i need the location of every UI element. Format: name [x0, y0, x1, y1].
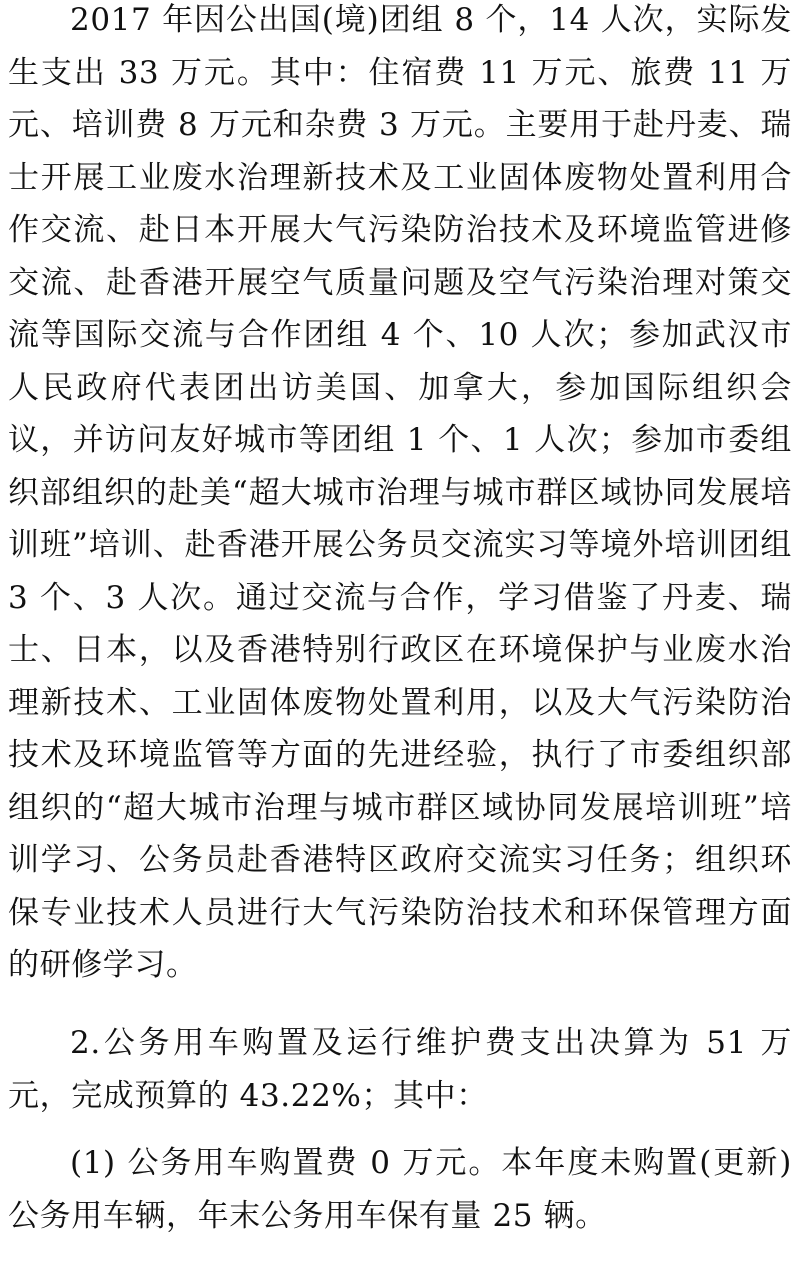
- paragraph-vehicle-expense-summary: 2.公务用车购置及运行维护费支出决算为 51 万元，完成预算的 43.22%；其中：: [8, 1025, 792, 1114]
- paragraph-overseas-visits: 2017 年因公出国(境)团组 8 个，14 人次，实际发生支出 33 万元。其中：住宿费 11 万元、旅费 11 万元、培训费 8 万元和杂费 3 万元。主要用于赴丹麦、瑞士开展工业废水治理新技术及工业固体废物处置利用合作交流、赴日本开展大气污染防治技术及环境监管进修交流、赴香港开展空气质量问题及空气污染治理对策交流等国际交流与合作团组 4 个、10 人次；参加武汉市人民政府代表团出访美国、加拿大，参加国际组织会议，并访问友好城市等团组 1 个、1 人次；参加市委组织部组织的赴美“超大城市治理与城市群区域协同发展培训班”培训、赴香港开展公务员交流实习等境外培训团组 3 个、3 人次。通过交流与合作，学习借鉴了丹麦、瑞士、日本，以及香港特别行政区在环境保护与业废水治理新技术、工业固体废物处置利用，以及大气污染防治技术及环境监管等方面的先进经验，执行了市委组织部组织的“超大城市治理与城市群区域协同发展培训班”培训学习、公务员赴香港特区政府交流实习任务；组织环保专业技术人员进行大气污染防治技术和环保管理方面的研修学习。: [8, 2, 792, 983]
- paragraph-vehicle-purchase: (1) 公务用车购置费 0 万元。本年度未购置(更新)公务用车辆，年末公务用车保有量 25 辆。: [8, 1145, 792, 1234]
